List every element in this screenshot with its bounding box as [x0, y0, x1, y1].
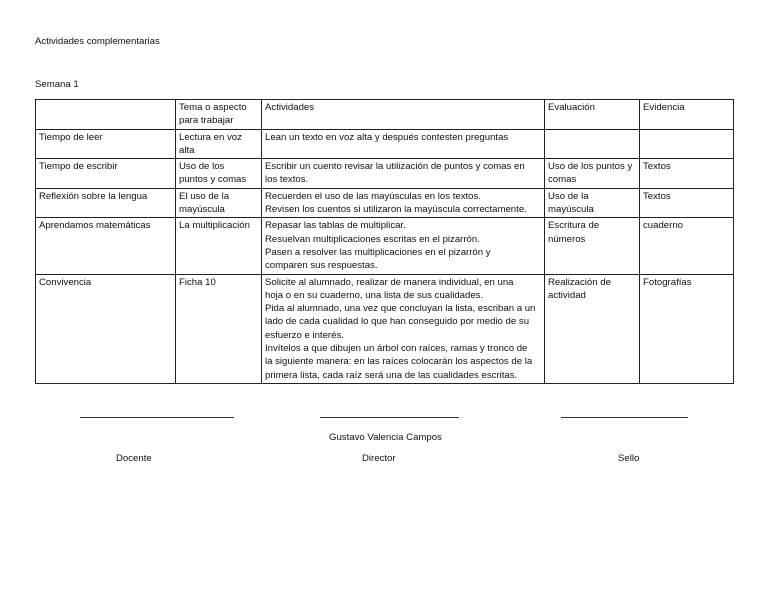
evidence-cell	[640, 159, 734, 189]
table-row	[36, 218, 734, 274]
cell-text-line: Aprendamos matemáticas	[39, 220, 151, 232]
topic-cell	[176, 274, 262, 383]
evaluation-cell	[545, 274, 640, 383]
topic-cell	[176, 129, 262, 159]
director-signature-line	[320, 417, 459, 418]
cell-text-line: para trabajar	[179, 115, 234, 127]
week-label: Semana 1	[35, 79, 79, 90]
cell-text-line: esfuerzo e interés.	[265, 329, 344, 341]
cell-text-line: Pasen a resolver las multiplicaciones en el pizarrón y	[265, 246, 491, 258]
teacher-label: Docente	[116, 453, 152, 464]
aspect-cell	[36, 188, 176, 218]
table-row	[36, 188, 734, 218]
cell-text-line: cuaderno	[643, 220, 684, 232]
activities-table	[35, 99, 734, 384]
cell-text-line: hoja o en su cuaderno, una lista de sus cualidades.	[265, 289, 484, 301]
cell-text-line: Escritura de	[548, 220, 600, 232]
cell-text-line: Uso de los	[179, 161, 225, 173]
cell-text-line: mayúscula	[548, 204, 594, 216]
activities-cell	[262, 159, 545, 189]
cell-text-line: Convivencia	[39, 276, 92, 288]
activities-cell	[262, 129, 545, 159]
aspect-cell	[36, 274, 176, 383]
cell-text-line: la siguiente manera: en las raíces colocarán los aspectos de la	[265, 356, 533, 368]
table-body	[36, 129, 734, 383]
seal-label: Sello	[618, 453, 640, 464]
cell-text-line: Lectura en voz	[179, 131, 242, 143]
evaluation-cell	[545, 129, 640, 159]
cell-text-line: Solicite al alumnado, realizar de manera individual, en una	[265, 276, 514, 288]
activities-cell	[262, 188, 545, 218]
evidence-cell	[640, 274, 734, 383]
evaluation-cell	[545, 218, 640, 274]
cell-text-line: Textos	[643, 190, 671, 202]
cell-text-line: Uso de la	[548, 190, 589, 202]
cell-text-line: Reflexión sobre la lengua	[39, 190, 148, 202]
evaluation-cell	[545, 188, 640, 218]
table-row	[36, 159, 734, 189]
table-header-row	[36, 100, 734, 130]
cell-text-line: comparen sus respuestas.	[265, 260, 378, 272]
header-evaluation-cell	[545, 100, 640, 130]
cell-text-line: mayúscula	[179, 204, 225, 216]
cell-text-line: Actividades	[265, 102, 315, 113]
activities-cell	[262, 218, 545, 274]
topic-cell	[176, 188, 262, 218]
cell-text-line: Uso de los puntos y	[548, 161, 633, 173]
document-title: Actividades complementarias	[35, 36, 160, 47]
cell-text-line: Evidencia	[643, 102, 685, 113]
cell-text-line: Recuerden el uso de las mayúsculas en los textos.	[265, 190, 481, 202]
table-row	[36, 274, 734, 383]
cell-text-line: Evaluación	[548, 102, 595, 113]
seal-line	[561, 417, 688, 418]
cell-text-line: Ficha 10	[179, 276, 216, 288]
cell-text-line: Escribir un cuento revisar la utilización de puntos y comas en	[265, 161, 525, 173]
cell-text-line: Tiempo de leer	[39, 131, 103, 143]
cell-text-line: Tema o aspecto	[179, 102, 247, 113]
cell-text-line: El uso de la	[179, 190, 230, 202]
header-evidence-cell	[640, 100, 734, 130]
director-label: Director	[362, 453, 396, 464]
evidence-cell	[640, 188, 734, 218]
cell-text-line: alta	[179, 144, 195, 156]
cell-text-line: Fotografías	[643, 276, 692, 288]
cell-text-line: Realización de	[548, 276, 611, 288]
cell-text-line: Repasar las tablas de multiplicar.	[265, 220, 406, 232]
aspect-cell	[36, 218, 176, 274]
activities-cell	[262, 274, 545, 383]
cell-text-line: comas	[548, 174, 577, 186]
evaluation-cell	[545, 159, 640, 189]
aspect-cell	[36, 129, 176, 159]
cell-text-line: puntos y comas	[179, 174, 247, 186]
header-topic-cell	[176, 100, 262, 130]
cell-text-line: La multiplicación	[179, 220, 250, 232]
evidence-cell	[640, 129, 734, 159]
cell-text-line: lado de cada cualidad lo que han conseguido por medio de su	[265, 316, 530, 328]
cell-text-line: Invítelos a que dibujen un árbol con raíces, ramas y tronco de	[265, 343, 528, 355]
cell-text-line: Lean un texto en voz alta y después contesten preguntas	[265, 131, 509, 143]
cell-text-line: números	[548, 233, 586, 245]
cell-text-line: Tiempo de escribir	[39, 161, 118, 173]
cell-text-line: Resuelvan multiplicaciones escritas en el pizarrón.	[265, 233, 480, 245]
evidence-cell	[640, 218, 734, 274]
director-name: Gustavo Valencia Campos	[329, 432, 442, 443]
table-row	[36, 129, 734, 159]
topic-cell	[176, 218, 262, 274]
header-aspect-cell	[36, 100, 176, 130]
aspect-cell	[36, 159, 176, 189]
header-activities-cell	[262, 100, 545, 130]
cell-text-line: los textos.	[265, 174, 309, 186]
cell-text-line: Textos	[643, 161, 671, 173]
topic-cell	[176, 159, 262, 189]
cell-text-line: Pida al alumnado, una vez que concluyan la lista, escriban a un	[265, 303, 536, 315]
cell-text-line: Revisen los cuentos si utilizaron la mayúscula correctamente.	[265, 204, 527, 216]
cell-text-line: actividad	[548, 289, 586, 301]
teacher-signature-line	[80, 417, 234, 418]
cell-text-line: primera lista, cada raíz será una de las cualidades escritas.	[265, 369, 518, 381]
